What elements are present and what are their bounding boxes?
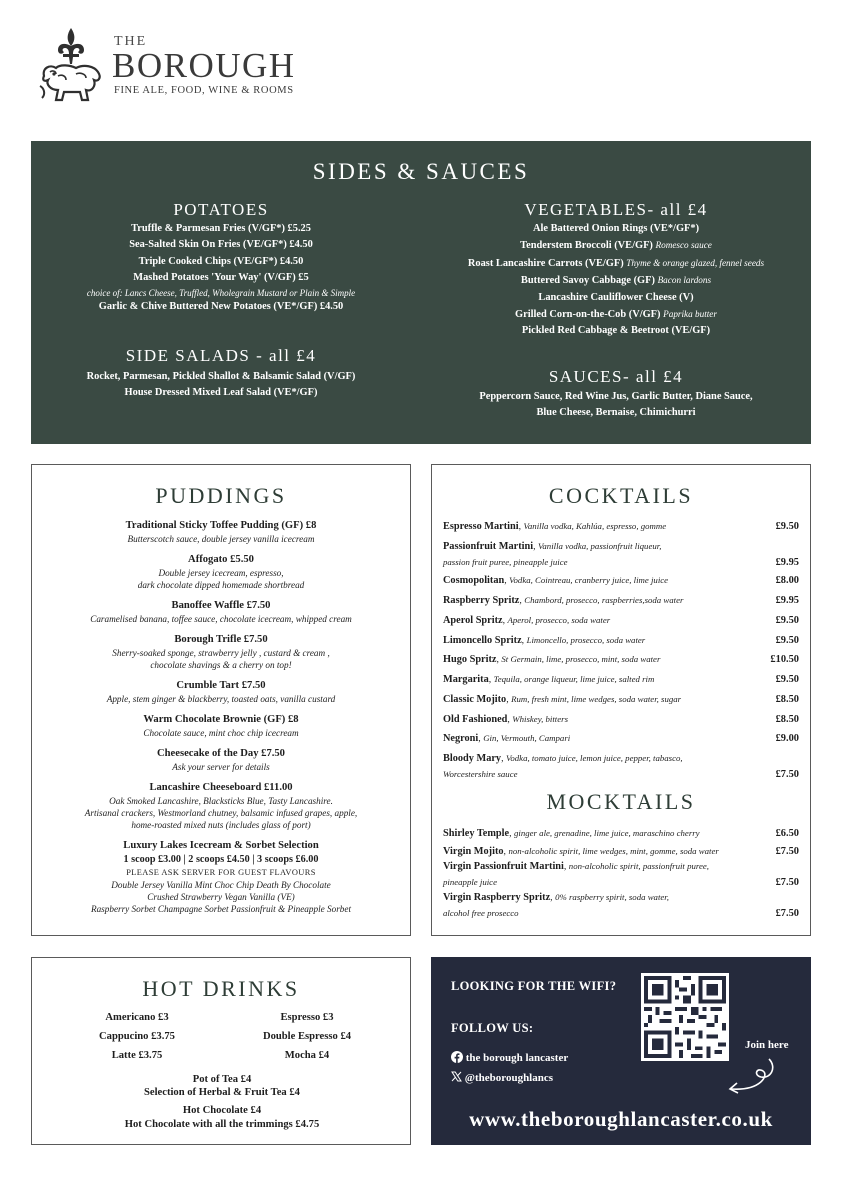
mocktail-desc: ginger ale, grenadine, lime juice, maraschino cherry — [514, 828, 700, 838]
lion-crest-icon — [36, 24, 106, 108]
pudding-name: Traditional Sticky Toffee Pudding (GF) £8 — [125, 520, 317, 531]
cocktail-price: £9.50 — [775, 674, 799, 685]
cocktail-price: £9.50 — [775, 521, 799, 532]
cocktail-price: £9.50 — [775, 635, 799, 646]
cocktail-name: Old Fashioned — [443, 714, 508, 725]
cocktail-desc: Worcestershire sauce — [443, 768, 518, 779]
cocktail-desc: Aperol, prosecco, soda water — [507, 615, 611, 625]
website-link[interactable]: www.theboroughlancaster.co.uk — [469, 1107, 773, 1131]
cocktail-row: Cosmopolitan, Vodka, Cointreau, cranberry juice, lime juice £8.00 — [443, 573, 799, 589]
mocktail-name: Virgin Mojito — [443, 846, 504, 857]
pudding-name: Affogato £5.50 — [188, 554, 254, 565]
vegetable-item: Ale Battered Onion Rings (VE*/GF*) — [532, 223, 700, 234]
pudding-item — [32, 713, 410, 739]
cocktail-row: Passionfruit Martini, Vanilla vodka, passionfruit liqueur, passion fruit puree, pineapple juice £9.95 — [443, 539, 799, 571]
pudding-item — [32, 747, 410, 773]
cocktail-name: Negroni — [443, 733, 479, 744]
salads-list — [31, 369, 411, 402]
puddings-section — [31, 464, 411, 936]
mocktail-desc: non-alcoholic spirit, lime wedges, mint, gomme, soda water — [508, 846, 719, 856]
mocktail-price: £7.50 — [775, 846, 799, 857]
cocktail-desc: Chambord, prosecco, raspberries,soda water — [524, 595, 684, 605]
pudding-desc: home-roasted mixed nuts (includes glass of port) — [131, 820, 311, 830]
mocktail-name: Virgin Passionfruit Martini — [443, 861, 564, 872]
cocktail-row: Hugo Spritz, St Germain, lime, prosecco, mint, soda water £10.50 — [443, 652, 799, 668]
mocktail-row: Virgin Mojito, non-alcoholic spirit, lime wedges, mint, gomme, soda water £7.50 — [443, 844, 799, 860]
salad-item: Rocket, Parmesan, Pickled Shallot & Balsamic Salad (V/GF) — [86, 371, 356, 382]
cocktail-row: Espresso Martini, Vanilla vodka, Kahlúa, espresso, gomme £9.50 — [443, 519, 799, 535]
pudding-item — [32, 599, 410, 625]
pudding-name: Banoffee Waffle £7.50 — [171, 600, 271, 611]
pudding-item — [32, 781, 410, 831]
hot-drink-item: Espresso £3 — [280, 1012, 334, 1023]
cocktail-row: Bloody Mary, Vodka, tomato juice, lemon juice, pepper, tabasco, Worcestershire sauce £7.50 — [443, 751, 799, 783]
pudding-item — [32, 679, 410, 705]
pudding-desc: Double jersey icecream, espresso, — [158, 568, 284, 578]
cocktail-desc: St Germain, lime, prosecco, mint, soda water — [501, 654, 661, 664]
info-section — [431, 957, 811, 1145]
cocktail-row: Margarita, Tequila, orange liqueur, lime juice, salted rim £9.50 — [443, 672, 799, 688]
logo-name: BOROUGH — [112, 46, 296, 85]
puddings-list — [32, 519, 410, 923]
cocktail-row: Classic Mojito, Rum, fresh mint, lime wedges, soda water, sugar £8.50 — [443, 692, 799, 708]
icecream-flavours: Crushed Strawberry Vegan Vanilla (VE) — [147, 892, 295, 902]
cocktail-name: Passionfruit Martini — [443, 541, 534, 552]
cocktail-name: Classic Mojito — [443, 694, 507, 705]
sauce-line: Blue Cheese, Bernaise, Chimichurri — [536, 407, 696, 419]
mocktail-price: £7.50 — [775, 876, 799, 888]
follow-label: FOLLOW US: — [451, 1021, 534, 1035]
cocktail-name: Aperol Spritz — [443, 615, 503, 626]
cocktail-desc: Vanilla vodka, passionfruit liqueur, — [538, 541, 662, 551]
cocktail-name: Hugo Spritz — [443, 654, 497, 665]
pudding-item — [32, 519, 410, 545]
potato-item: Triple Cooked Chips (VE/GF*) £4.50 — [138, 255, 304, 267]
pudding-name: Crumble Tart £7.50 — [176, 680, 266, 691]
cocktail-row: Old Fashioned, Whiskey, bitters £8.50 — [443, 712, 799, 728]
cocktail-desc: Vodka, tomato juice, lemon juice, pepper, tabasco, — [505, 753, 683, 763]
hot-drink-item: Hot Chocolate with all the trimmings £4.75 — [124, 1119, 320, 1130]
cocktail-desc: Whiskey, bitters — [512, 714, 568, 724]
facebook-icon — [451, 1051, 463, 1063]
vegetables-heading: VEGETABLES- all £4 — [524, 200, 708, 219]
mocktail-price: £6.50 — [775, 828, 799, 839]
mocktail-desc: pineapple juice — [443, 876, 497, 887]
cocktail-name: Bloody Mary — [443, 753, 502, 764]
facebook-link[interactable] — [451, 1051, 568, 1064]
logo-tagline: FINE ALE, FOOD, WINE & ROOMS — [114, 85, 294, 96]
hot-drinks-section — [31, 957, 411, 1145]
sauces-heading: SAUCES- all £4 — [548, 367, 684, 386]
cocktail-desc: Gin, Vermouth, Campari — [483, 733, 571, 743]
logo-the: THE — [114, 34, 148, 49]
sauce-line: Peppercorn Sauce, Red Wine Jus, Garlic Butter, Diane Sauce, — [479, 391, 753, 402]
icecream-selection — [32, 839, 410, 915]
cocktail-price: £9.95 — [775, 556, 799, 568]
potato-item: Sea-Salted Skin On Fries (VE/GF*) £4.50 — [129, 239, 313, 251]
curly-arrow-icon — [721, 1055, 777, 1097]
pudding-desc: Apple, stem ginger & blackberry, toasted oats, vanilla custard — [106, 694, 336, 704]
pudding-desc: Oak Smoked Lancashire, Blacksticks Blue, Tasty Lancashire. — [109, 796, 333, 806]
mocktail-desc: alcohol free prosecco — [443, 907, 519, 918]
cocktail-name: Limoncello Spritz — [443, 635, 522, 646]
vegetable-item: Pickled Red Cabbage & Beetroot (VE/GF) — [521, 325, 711, 337]
potato-item: Truffle & Parmesan Fries (V/GF*) £5.25 — [131, 223, 311, 234]
potato-choice-note: choice of: Lancs Cheese, Truffled, Wholegrain Mustard or Plain & Simple — [86, 287, 356, 298]
cocktail-row: Limoncello Spritz, Limoncello, prosecco, soda water £9.50 — [443, 633, 799, 649]
sides-and-sauces-section — [31, 141, 811, 444]
mocktail-row: Virgin Passionfruit Martini, non-alcoholic spirit, passionfruit puree, pineapple juice £7.50 — [443, 859, 799, 891]
icecream-flavours: Double Jersey Vanilla Mint Choc Chip Death By Chocolate — [111, 880, 331, 890]
pudding-desc: Sherry-soaked sponge, strawberry jelly , custard & cream , — [112, 648, 330, 658]
x-twitter-icon — [451, 1071, 462, 1082]
cocktail-price: £8.50 — [775, 714, 799, 725]
pudding-desc: chocolate shavings & a cherry on top! — [150, 660, 292, 670]
hot-drink-item: Americano £3 — [105, 1012, 169, 1023]
wifi-qr-code[interactable] — [641, 973, 729, 1061]
vegetable-item: Lancashire Cauliflower Cheese (V) — [538, 291, 694, 303]
cocktail-price: £8.50 — [775, 694, 799, 705]
cocktail-name: Margarita — [443, 674, 489, 685]
cocktail-name: Raspberry Spritz — [443, 595, 520, 606]
icecream-flavours: Raspberry Sorbet Champagne Sorbet Passionfruit & Pineapple Sorbet — [90, 904, 352, 914]
cocktail-desc: Rum, fresh mint, lime wedges, soda water, sugar — [511, 694, 682, 704]
join-here-label: Join here — [745, 1039, 789, 1051]
twitter-handle: @theboroughlancs — [464, 1072, 554, 1084]
twitter-link[interactable] — [451, 1071, 553, 1084]
cocktail-desc: passion fruit puree, pineapple juice — [443, 556, 568, 567]
qr-code-icon — [644, 976, 726, 1058]
pudding-name: Cheesecake of the Day £7.50 — [157, 748, 285, 759]
cocktail-row: Raspberry Spritz, Chambord, prosecco, raspberries,soda water £9.95 — [443, 593, 799, 609]
potato-item: Mashed Potatoes 'Your Way' (V/GF) £5 — [133, 272, 309, 284]
hot-drinks-title: HOT DRINKS — [142, 976, 300, 1001]
icecream-name: Luxury Lakes Icecream & Sorbet Selection — [123, 840, 319, 851]
vegetable-item: Buttered Savoy Cabbage (GF) Bacon lardons — [520, 275, 712, 287]
wifi-label: LOOKING FOR THE WIFI? — [451, 979, 617, 993]
vegetable-item: Roast Lancashire Carrots (VE/GF) Thyme & orange glazed, fennel seeds — [467, 257, 765, 269]
puddings-title: PUDDINGS — [155, 483, 287, 508]
icecream-prices: 1 scoop £3.00 | 2 scoops £4.50 | 3 scoops £6.00 — [123, 854, 319, 865]
vegetable-item: Tenderstem Broccoli (VE/GF) Romesco sauce — [520, 240, 712, 252]
mocktail-row: Shirley Temple, ginger ale, grenadine, lime juice, maraschino cherry £6.50 — [443, 826, 799, 842]
pudding-desc: dark chocolate dipped homemade shortbread — [137, 580, 305, 590]
mocktail-desc: 0% raspberry spirit, soda water, — [555, 892, 669, 902]
vegetables-list — [421, 221, 811, 340]
borough-logo — [36, 24, 326, 108]
cocktail-price: £10.50 — [770, 654, 799, 665]
potatoes-heading: POTATOES — [173, 200, 269, 219]
cocktail-desc: Limoncello, prosecco, soda water — [526, 635, 646, 645]
cocktail-name: Espresso Martini — [443, 521, 519, 532]
pudding-desc: Ask your server for details — [172, 762, 270, 772]
hot-drink-item: Hot Chocolate £4 — [182, 1105, 262, 1116]
pudding-desc: Butterscotch sauce, double jersey vanilla icecream — [127, 534, 315, 544]
mocktail-name: Virgin Raspberry Spritz — [443, 892, 551, 903]
pudding-desc: Caramelised banana, toffee sauce, chocolate icecream, whipped cream — [90, 614, 352, 624]
cocktail-name: Cosmopolitan — [443, 575, 505, 586]
pudding-name: Borough Trifle £7.50 — [174, 634, 268, 645]
cocktail-price: £9.95 — [775, 595, 799, 606]
pudding-desc: Artisanal crackers, Westmorland chutney, balsamic infused grapes, apple, — [84, 808, 358, 818]
hot-drink-item: Pot of Tea £4 — [192, 1074, 252, 1085]
salad-item: House Dressed Mixed Leaf Salad (VE*/GF) — [124, 387, 318, 399]
vegetable-item: Grilled Corn-on-the-Cob (V/GF) Paprika butter — [515, 309, 717, 321]
cocktail-desc: Tequila, orange liqueur, lime juice, salted rim — [493, 674, 655, 684]
cocktails-section — [431, 464, 811, 936]
hot-drink-item: Cappucino £3.75 — [99, 1031, 175, 1042]
hot-drink-item: Latte £3.75 — [111, 1050, 163, 1061]
cocktail-price: £7.50 — [775, 768, 799, 780]
potatoes-list — [31, 221, 411, 315]
pudding-item — [32, 553, 410, 591]
cocktail-price: £9.00 — [775, 733, 799, 744]
sauces-list — [421, 389, 811, 422]
hot-drink-item: Selection of Herbal & Fruit Tea £4 — [144, 1087, 300, 1098]
sides-title: SIDES & SAUCES — [312, 159, 530, 184]
cocktails-title: COCKTAILS — [548, 483, 694, 508]
pudding-name: Lancashire Cheeseboard £11.00 — [149, 782, 293, 793]
icecream-ask: PLEASE ASK SERVER FOR GUEST FLAVOURS — [126, 868, 316, 877]
pudding-item — [32, 633, 410, 671]
mocktail-row: Virgin Raspberry Spritz, 0% raspberry spirit, soda water, alcohol free prosecco £7.50 — [443, 890, 799, 922]
hot-drink-item: Double Espresso £4 — [262, 1031, 352, 1042]
pudding-desc: Chocolate sauce, mint choc chip icecream — [143, 728, 299, 738]
cocktail-price: £8.00 — [775, 575, 799, 586]
hot-drink-item: Mocha £4 — [284, 1050, 330, 1061]
cocktail-price: £9.50 — [775, 615, 799, 626]
mocktail-desc: non-alcoholic spirit, passionfruit puree, — [568, 861, 709, 871]
potato-item: Garlic & Chive Buttered New Potatoes (VE*/GF) £4.50 — [98, 300, 344, 312]
mocktail-price: £7.50 — [775, 907, 799, 919]
cocktail-row: Aperol Spritz, Aperol, prosecco, soda water £9.50 — [443, 613, 799, 629]
salads-heading: SIDE SALADS - all £4 — [125, 346, 317, 365]
cocktail-desc: Vodka, Cointreau, cranberry juice, lime juice — [509, 575, 669, 585]
mocktails-title: MOCKTAILS — [546, 789, 696, 814]
cocktail-row: Negroni, Gin, Vermouth, Campari £9.00 — [443, 731, 799, 747]
cocktail-desc: Vanilla vodka, Kahlúa, espresso, gomme — [523, 521, 667, 531]
pudding-name: Warm Chocolate Brownie (GF) £8 — [143, 714, 299, 725]
facebook-handle: the borough lancaster — [465, 1052, 569, 1064]
mocktail-name: Shirley Temple — [443, 828, 510, 839]
